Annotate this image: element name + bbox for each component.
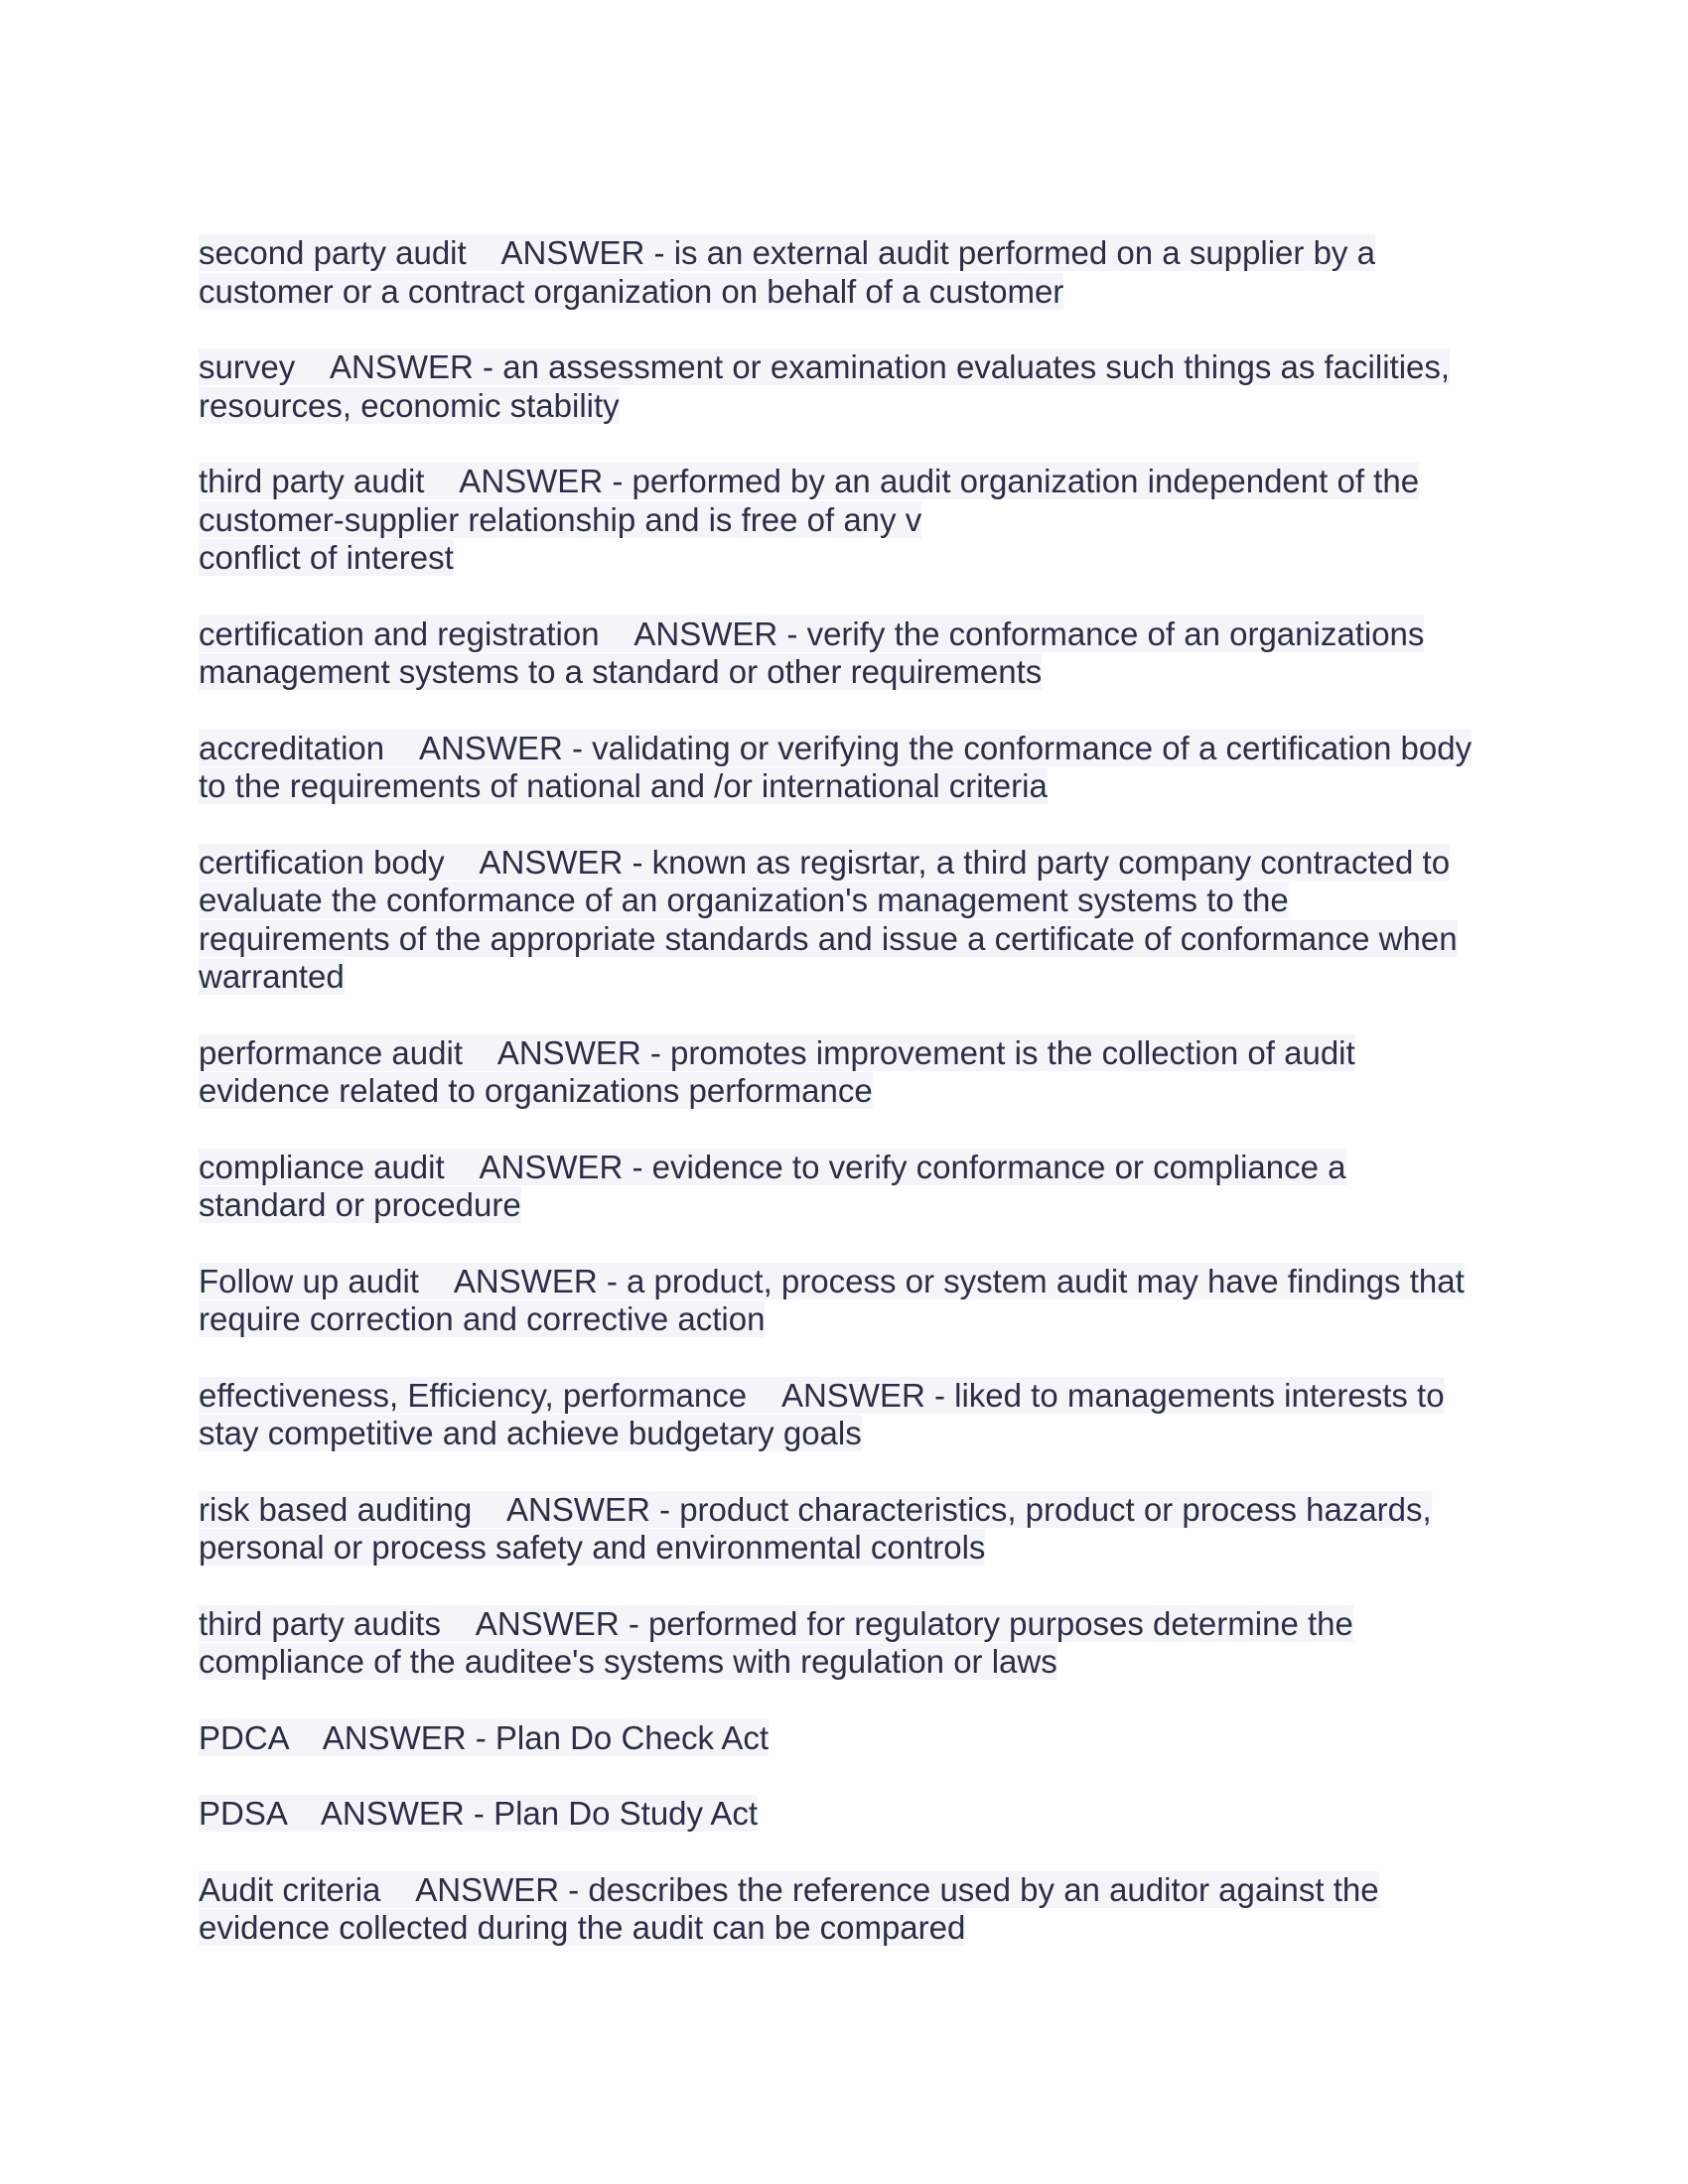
- entry-line: conflict of interest: [199, 539, 454, 576]
- entry-line: PDSA ANSWER - Plan Do Study Act: [199, 1795, 759, 1832]
- entry-line: certification body ANSWER - known as regisrtar, a third party company contracted to: [199, 843, 1451, 881]
- entry-line: standard or procedure: [199, 1186, 521, 1223]
- entry-pdca: [199, 1719, 1509, 1758]
- entry-audit-criteria: [199, 1871, 1509, 1948]
- entry-line: risk based auditing ANSWER - product characteristics, product or process hazards,: [199, 1490, 1432, 1528]
- entry-certification-and-registration: [199, 615, 1509, 692]
- entry-line: performance audit ANSWER - promotes improvement is the collection of audit: [199, 1033, 1355, 1071]
- entry-pdsa: [199, 1795, 1509, 1834]
- entry-line: accreditation ANSWER - validating or verifying the conformance of a certification body: [199, 729, 1473, 766]
- entry-risk-based-auditing: [199, 1491, 1509, 1568]
- entry-line: management systems to a standard or other requirements: [199, 653, 1043, 690]
- entry-line: customer or a contract organization on behalf of a customer: [199, 272, 1064, 310]
- entry-line: requirements of the appropriate standards and issue a certificate of conformance when: [199, 919, 1458, 957]
- entry-second-party-audit: [199, 234, 1509, 311]
- glossary-entries: [199, 234, 1509, 1985]
- entry-third-party-audits: [199, 1605, 1509, 1682]
- entry-line: Audit criteria ANSWER - describes the reference used by an auditor against the: [199, 1870, 1379, 1908]
- entry-line: personal or process safety and environmental controls: [199, 1529, 986, 1566]
- entry-line: resources, economic stability: [199, 386, 620, 424]
- entry-line: PDCA ANSWER - Plan Do Check Act: [199, 1718, 770, 1756]
- entry-effectiveness-efficiency-performance: [199, 1377, 1509, 1453]
- entry-line: customer-supplier relationship and is free of any v: [199, 500, 922, 538]
- entry-certification-body: [199, 844, 1509, 997]
- entry-performance-audit: [199, 1034, 1509, 1111]
- entry-line: third party audit ANSWER - performed by an audit organization independent of the: [199, 463, 1420, 499]
- entry-line: survey ANSWER - an assessment or examination evaluates such things as facilities,: [199, 348, 1451, 385]
- entry-line: third party audits ANSWER - performed for regulatory purposes determine the: [199, 1604, 1353, 1642]
- entry-line: require correction and corrective action: [199, 1300, 766, 1337]
- entry-line: evaluate the conformance of an organization's management systems to the: [199, 882, 1289, 918]
- entry-compliance-audit: [199, 1149, 1509, 1225]
- entry-line: effectiveness, Efficiency, performance ANSWER - liked to managements interests to: [199, 1376, 1445, 1414]
- entry-follow-up-audit: [199, 1263, 1509, 1339]
- entry-line: evidence collected during the audit can be compared: [199, 1909, 966, 1946]
- entry-line: warranted: [199, 958, 345, 995]
- entry-line: to the requirements of national and /or international criteria: [199, 767, 1048, 804]
- entry-line: second party audit ANSWER - is an external audit performed on a supplier by a: [199, 234, 1375, 271]
- entry-line: compliance audit ANSWER - evidence to verify conformance or compliance a: [199, 1148, 1346, 1185]
- entry-line: certification and registration ANSWER - verify the conformance of an organizations: [199, 614, 1425, 652]
- entry-third-party-audit: [199, 463, 1509, 578]
- entry-line: evidence related to organizations performance: [199, 1072, 873, 1109]
- entry-accreditation: [199, 730, 1509, 806]
- entry-line: stay competitive and achieve budgetary goals: [199, 1415, 862, 1451]
- entry-line: compliance of the auditee's systems with regulation or laws: [199, 1643, 1057, 1680]
- entry-survey: [199, 348, 1509, 425]
- entry-line: Follow up audit ANSWER - a product, process or system audit may have findings that: [199, 1262, 1465, 1299]
